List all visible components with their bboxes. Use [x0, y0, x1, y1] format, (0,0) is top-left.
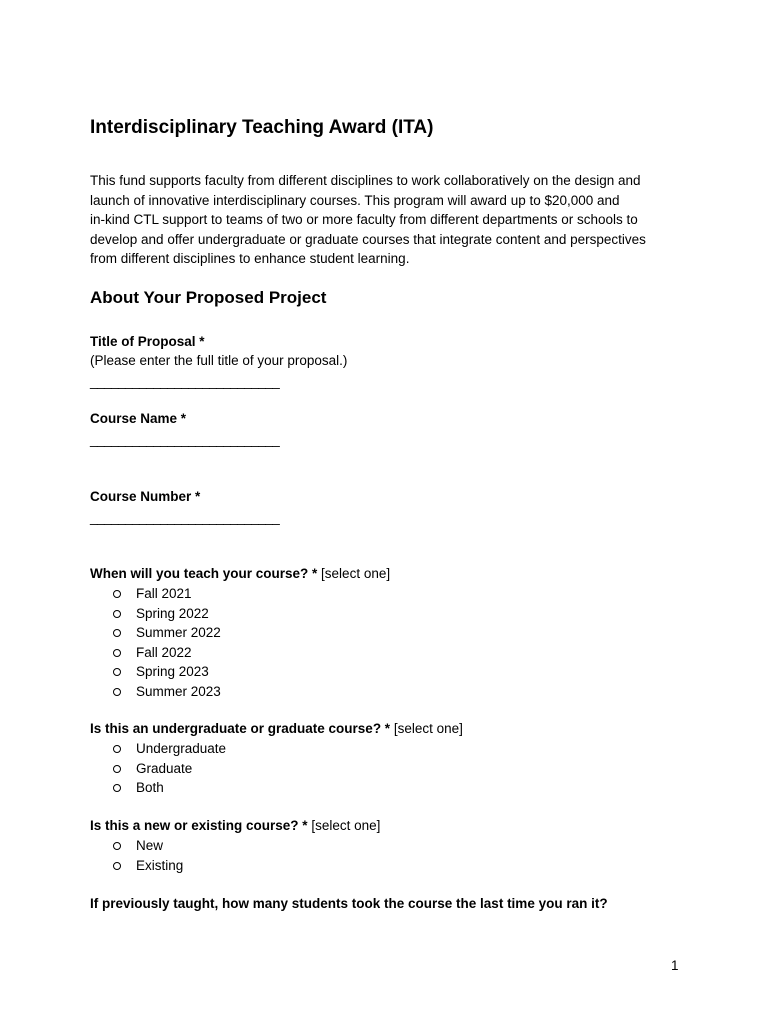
intro-line: launch of innovative interdisciplinary courses. This program will award up to $20,000 and — [90, 192, 620, 208]
radio-circle-icon[interactable] — [113, 765, 121, 773]
radio-circle-icon[interactable] — [113, 842, 121, 850]
radio-circle-icon[interactable] — [113, 688, 121, 696]
title-of-proposal-field[interactable]: ___________________________ — [90, 374, 280, 389]
title-of-proposal-label — [90, 332, 205, 352]
course-name-label-text: Course Name * — [90, 411, 187, 426]
option-label: Both — [136, 780, 164, 795]
radio-circle-icon[interactable] — [113, 862, 121, 870]
new-existing-hint: [select one] — [307, 818, 381, 833]
intro-paragraph — [90, 171, 680, 269]
option-label: Spring 2022 — [136, 605, 209, 621]
option-label: Existing — [136, 857, 184, 873]
when-teach-hint: [select one] — [317, 566, 391, 581]
intro-line: from different disciplines to enhance student learning. — [90, 251, 410, 266]
course-number-field[interactable]: ___________________________ — [90, 510, 280, 525]
course-number-label — [90, 487, 200, 507]
when-teach-question — [90, 564, 390, 584]
new-existing-question — [90, 816, 380, 836]
intro-line: develop and offer undergraduate or graduate courses that integrate content and perspectives — [90, 231, 646, 247]
option-label: Graduate — [136, 760, 193, 776]
title-of-proposal-label-text: Title of Proposal * — [90, 334, 205, 349]
course-level-question — [90, 719, 463, 739]
radio-circle-icon[interactable] — [113, 590, 121, 598]
option-label: New — [136, 838, 164, 853]
radio-circle-icon[interactable] — [113, 745, 121, 753]
option-label: Undergraduate — [136, 741, 227, 756]
radio-circle-icon[interactable] — [113, 668, 121, 676]
radio-circle-icon[interactable] — [113, 784, 121, 792]
option-label: Summer 2023 — [136, 683, 221, 699]
course-level-hint: [select one] — [390, 721, 463, 736]
option-label: Summer 2022 — [136, 625, 221, 640]
section-heading: About Your Proposed Project — [90, 288, 327, 307]
intro-line: in-kind CTL support to teams of two or more faculty from different departments or schools to — [90, 212, 638, 227]
option-label: Fall 2022 — [136, 644, 192, 660]
when-teach-label: When will you teach your course? * — [90, 566, 318, 581]
new-existing-label: Is this a new or existing course? * — [90, 818, 308, 833]
course-name-field[interactable]: ___________________________ — [90, 432, 280, 447]
radio-circle-icon[interactable] — [113, 629, 121, 637]
course-number-label-text: Course Number * — [90, 489, 201, 504]
intro-line: This fund supports faculty from different disciplines to work collaboratively on the design and — [90, 173, 641, 188]
option-label: Spring 2023 — [136, 664, 209, 679]
radio-circle-icon[interactable] — [113, 649, 121, 657]
course-level-label: Is this an undergraduate or graduate course? * — [90, 721, 391, 736]
previous-students-label: If previously taught, how many students took the course the last time you ran it? — [90, 896, 608, 911]
document-title: Interdisciplinary Teaching Award (ITA) — [90, 117, 434, 138]
title-of-proposal-note: (Please enter the full title of your proposal.) — [90, 353, 348, 368]
previous-students-question — [90, 894, 608, 914]
radio-circle-icon[interactable] — [113, 610, 121, 618]
option-label: Fall 2021 — [136, 586, 192, 601]
page-number: 1 — [671, 958, 679, 973]
course-name-label — [90, 409, 186, 429]
